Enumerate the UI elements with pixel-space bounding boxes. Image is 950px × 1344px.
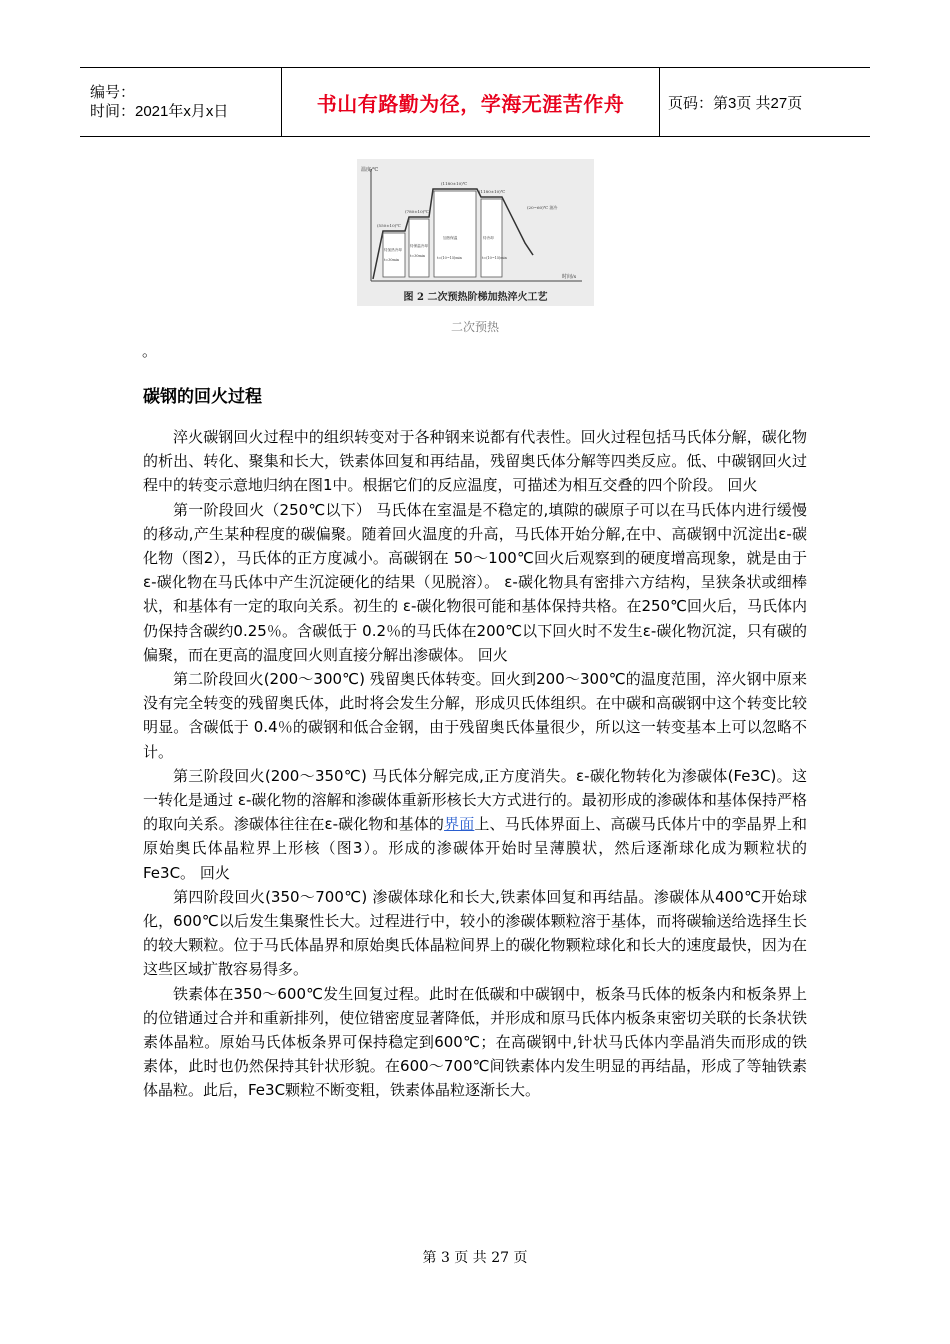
paragraph-text: 第三阶段回火(200～350℃) 马氏体分解完成,正方度消失。ε-碳化物转化为渗碳体(Fe3C)。这一转化是通过 ε-碳化物的溶解和渗碳体重新形核长大方式进行的。最初形成的渗碳体和基体保持严格的取向关系。渗碳体往往在ε-碳化物和基体的 <box>143 766 807 834</box>
process-box-3 <box>434 191 476 277</box>
x-axis-label: 时间/s <box>562 274 577 280</box>
svg-text:加热保温: 加热保温 <box>443 236 458 240</box>
paragraph <box>143 764 807 885</box>
paragraph: 第一阶段回火（250℃以下） 马氏体在室温是不稳定的,填隙的碳原子可以在马氏体内进行缓慢的移动,产生某种程度的碳偏聚。随着回火温度的升高，马氏体开始分解,在中、高碳钢中沉淀出ε-碳化物（图2），马氏体的正方度减小。高碳钢在 50～100℃回火后观察到的硬度增高现象，就是由于ε-碳化物在马氏体中产生沉淀硬化的结果（见脱溶）。 ε-碳化物具有密排六方结构，呈狭条状或细棒状，和基体有一定的取向关系。初生的 ε-碳化物很可能和基体保持共格。在250℃回火后，马氏体内仍保持含碳约0.25％。含碳低于 0.2％的马氏体在200℃以下回火时不发生ε-碳化物沉淀，只有碳的偏聚，而在更高的温度回火则直接分解出渗碳体。 回火 <box>143 500 807 664</box>
process-box-1 <box>383 233 405 277</box>
page-footer: 第 3 页 共 27 页 <box>422 1250 528 1266</box>
heating-process-diagram <box>357 159 594 306</box>
process-box-2 <box>409 219 429 277</box>
step-label-1: (550±10)℃ <box>377 223 401 228</box>
page-header <box>80 67 870 137</box>
paragraph: 铁素体在350～600℃发生回复过程。此时在低碳和中碳钢中，板条马氏体的板条内和板条界上的位错通过合并和重新排列，使位错密度显著降低，并形成和原马氏体内板条束密切关联的长条状铁素体晶粒。原始马氏体板条界可保持稳定到600℃；在高碳钢中,针状马氏体内孪晶消失而形成的铁素体，此时也仍然保持其针状形貌。在600～700℃间铁素体内发生明显的再结晶，形成了等轴铁素体晶粒。此后，Fe3C颗粒不断变粗，铁素体晶粒逐渐长大。 <box>143 984 807 1100</box>
svg-text:t=(10~15)min: t=(10~15)min <box>437 256 462 260</box>
y-axis-label: 温度/℃ <box>361 167 379 173</box>
paragraph: 淬火碳钢回火过程中的组织转变对于各种钢来说都有代表性。回火过程包括马氏体分解，碳化物的析出、转化、聚集和长大，铁素体回复和再结晶，残留奥氏体分解等四类反应。低、中碳钢回火过程中的转变示意地归纳在图1中。根据它们的反应温度，可描述为相互交叠的四个阶段。 回火 <box>143 428 807 495</box>
cooling-label: (20~60)℃ 油冷 <box>527 205 558 210</box>
svg-text:t=(10~15)min: t=(10~15)min <box>482 256 507 260</box>
process-figure <box>357 159 594 306</box>
step-label-4: (1180±10)℃ <box>479 189 506 194</box>
svg-text:待加热冷却: 待加热冷却 <box>384 248 402 252</box>
svg-text:t=30min: t=30min <box>410 254 426 258</box>
page-label: 页码：第3页 共27页 <box>668 94 803 112</box>
section-heading: 碳钢的回火过程 <box>143 387 262 407</box>
figure-caption: 二次预热 <box>450 320 499 334</box>
paragraph: 第二阶段回火(200～300℃) 残留奥氏体转变。回火到200～300℃的温度范围，淬火钢中原来没有完全转变的残留奥氏体，此时将会发生分解，形成贝氏体组织。在中碳和高碳钢中这个转变比较明显。含碳低于 0.4％的碳钢和低合金钢，由于残留奥氏体量很少，所以这一转变基本上可以忽略不计。 <box>143 670 807 761</box>
time-label: 时间：2021年x月x日 <box>90 103 229 120</box>
svg-text:待保温冷却: 待保温冷却 <box>410 244 428 248</box>
step-label-3: (1180±10)℃ <box>441 181 468 186</box>
body-text <box>143 425 807 1103</box>
svg-text:待冷却: 待冷却 <box>483 236 494 240</box>
motto: 书山有路勤为径，学海无涯苦作舟 <box>282 68 660 136</box>
svg-text:t=30min: t=30min <box>384 258 400 262</box>
paragraph-text: 上、马氏体界面上、高碳马氏体片中的孪晶界上和原始奥氏体晶粒界上形核（图3）。形成的渗碳体开始时呈薄膜状，然后逐渐球化成为颗粒状的Fe3C。 回火 <box>143 815 807 882</box>
interface-link[interactable]: 界面 <box>444 815 475 834</box>
paragraph: 第四阶段回火(350～700℃) 渗碳体球化和长大,铁素体回复和再结晶。渗碳体从400℃开始球化，600℃以后发生集聚性长大。过程进行中，较小的渗碳体颗粒溶于基体，而将碳输送给选择生长的较大颗粒。位于马氏体晶界和原始奥氏体晶粒间界上的碳化物颗粒球化和长大的速度最快，因为在这些区域扩散容易得多。 <box>143 887 807 979</box>
stray-punctuation: 。 <box>142 342 158 360</box>
step-label-2: (780±10)℃ <box>405 209 429 214</box>
header-meta <box>80 68 282 136</box>
figure-title: 图 2 二次预热阶梯加热淬火工艺 <box>403 292 548 303</box>
number-label: 编号： <box>90 84 136 101</box>
